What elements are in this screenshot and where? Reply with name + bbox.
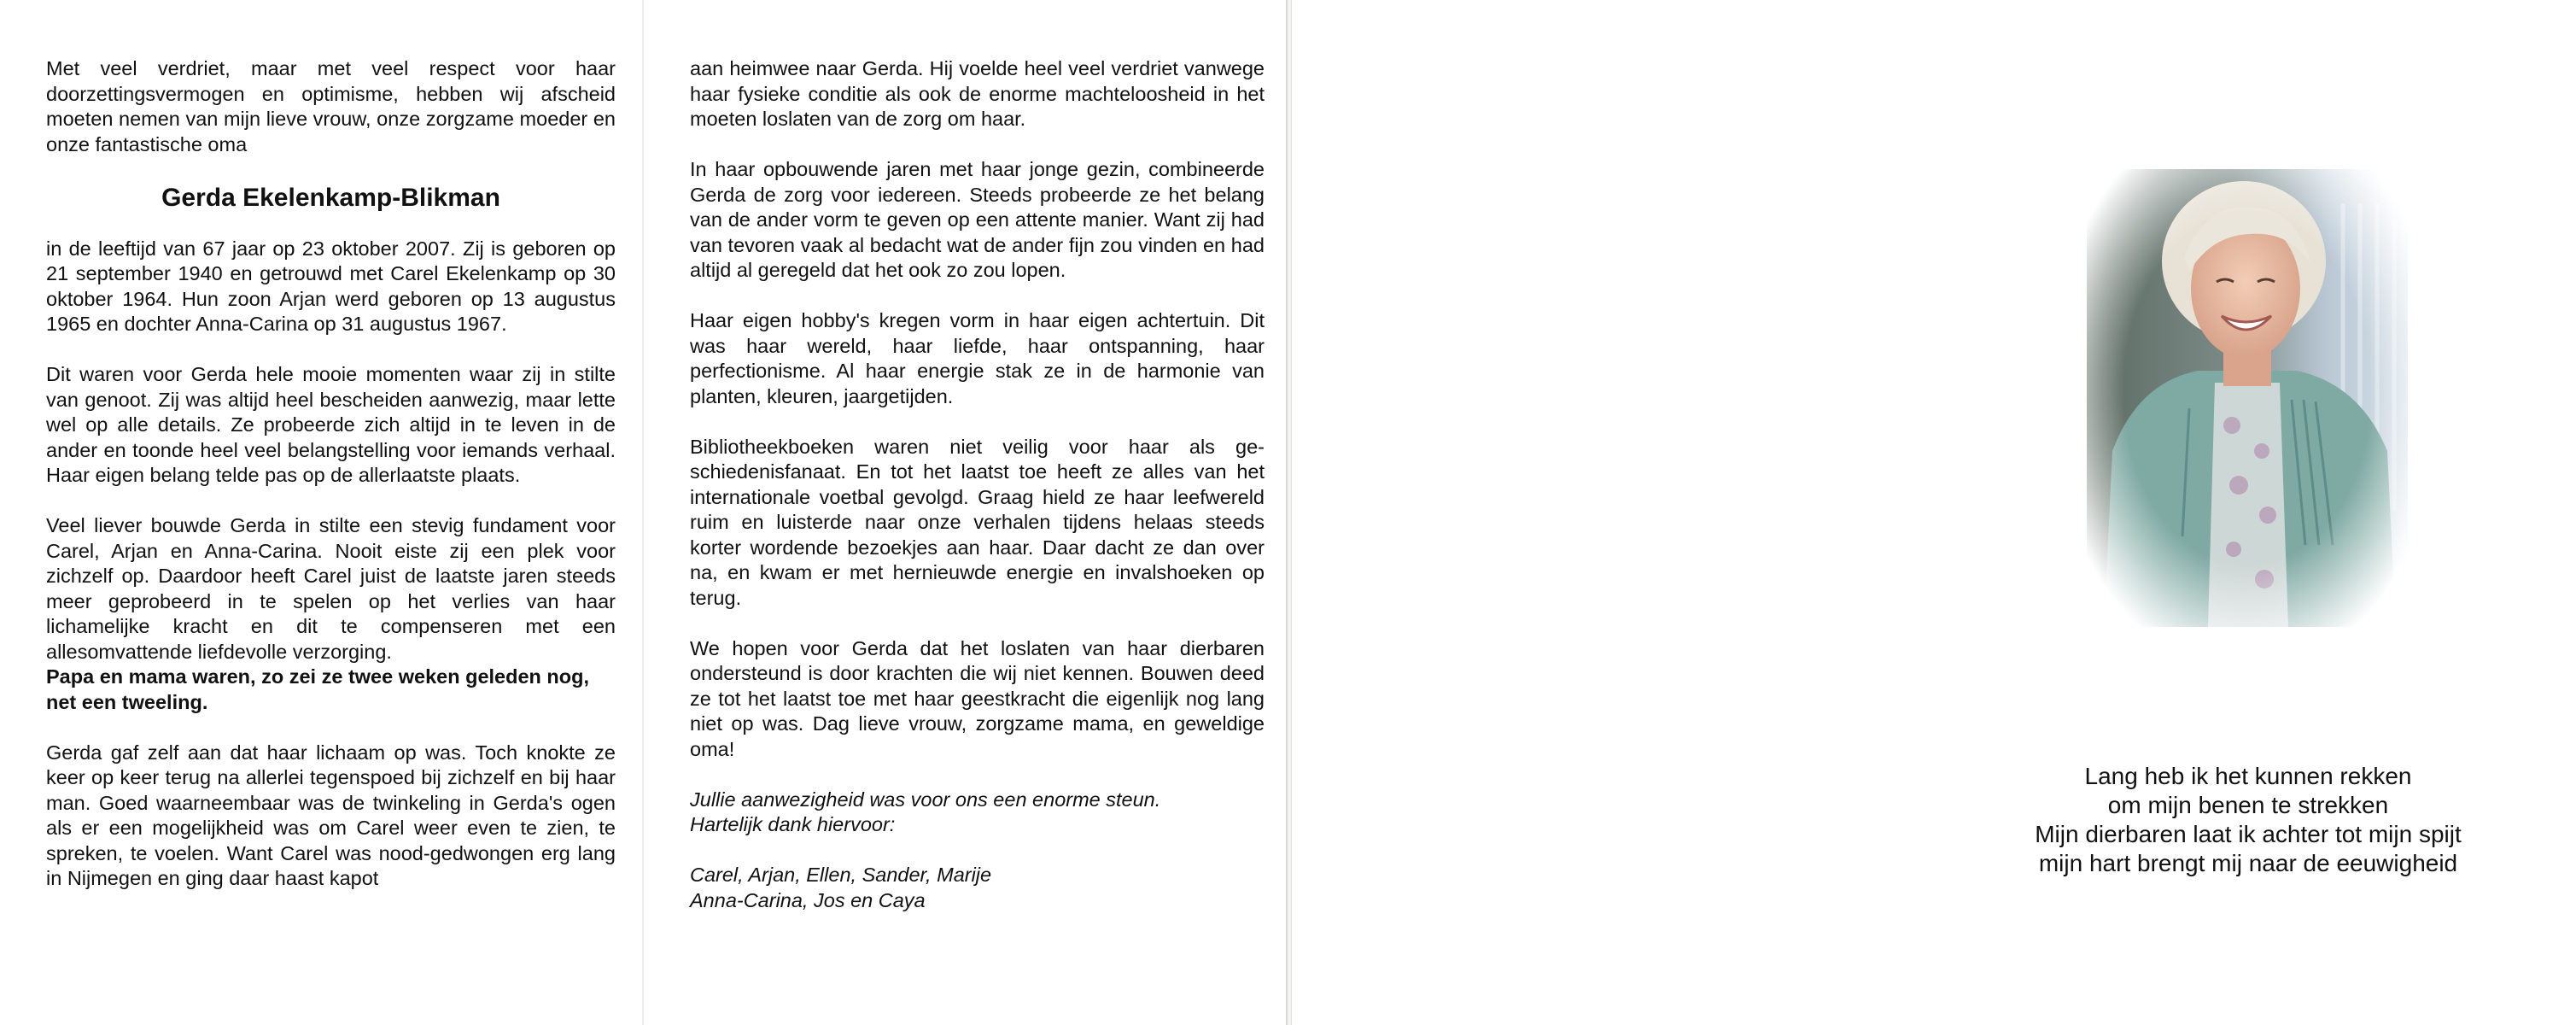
paragraph-farewell: We hopen voor Gerda dat het loslaten van haar dierbaren ondersteund is door krachten die wij niet kennen. Bouwen deed ze tot het laatst toe met haar geestkracht die eigenlijk nog lang niet op was. Dag lieve vrouw, zorgzame mama, en geweldige oma! [690,636,1265,760]
paragraph-hobbies: Haar eigen hobby's kregen vorm in haar eigen achtertuin. Dit was haar wereld, haar liefde, haar ontspanning, haar perfectionisme. Al haar energie stak ze in de harmonie van planten, kleuren, jaargetijden. [690,309,1265,407]
poem-line-3: Mijn dierbaren laat ik achter tot mijn spijt [2035,821,2462,847]
paragraph-body-worn: Gerda gaf zelf aan dat haar lichaam op was. Toch knokte ze keer op keer terug na allerlei tegenspoed bij zichzelf en bij haar man. Goed waarneembaar was de twinkeling in Gerda's ogen als er een mogelijkheid was om Carel weer even te zien, te spreken, te voelen. Want Carel was nood-gedwongen erg lang in Nijmegen en ging daar haast kapot [46,741,616,889]
paragraph-modesty: Dit waren voor Gerda hele mooie momenten waar zij in stilte van genoot. Zij was altijd heel bescheiden aanwezig, maar lette wel op alle details. Ze probeerde zich altijd in te leven in de ander en toonde heel veel belangstelling voor iemands verhaal. Haar eigen belang telde pas op de allerlaatste plaats. [46,363,616,486]
thanks-line-1: Jullie aanwezigheid was voor ons een enorme steun. [690,788,1161,811]
paragraph-homesick: aan heimwee naar Gerda. Hij voelde heel veel verdriet vanwege haar fysieke conditie als ook de enorme machteloosheid in het moeten loslaten van de zorg om haar. [690,57,1265,130]
thanks-line-2: Hartelijk dank hiervoor: [690,813,896,835]
paragraph-books-football: Bibliotheekboeken waren niet veilig voor haar als ge-schiedenisfanaat. En tot het laatst toe heeft ze alles van het internationale voetbal gevolgd. Graag hield ze haar leefwereld ruim en luisterde naar onze verhalen tijdens helaas steeds korter wordende bezoekjes aan haar. Daar dacht ze dan over na, en kwam er met hernieuwde energie en invalshoeken op terug. [690,435,1265,609]
signature-line-2: Anna-Carina, Jos en Caya [690,888,926,911]
text-column-left [46,56,616,917]
deceased-name-heading: Gerda Ekelenkamp-Blikman [161,183,500,212]
intro-paragraph: Met veel verdriet, maar met veel respect voor haar doorzettingsvermogen en optimisme, hebben wij afscheid moeten nemen van mijn lieve vrouw, onze zorgzame moeder en onze fantastische oma [46,57,616,155]
paragraph-foundation: Veel liever bouwde Gerda in stilte een stevig fundament voor Carel, Arjan en Anna-Carina. Nooit eiste zij een plek voor zichzelf op. Daardoor heeft Carel juist de laatste jaren steeds meer geprobeerd in te spelen op het verlies van haar lichamelijke kracht en dit te compenseren met een allesomvattende liefdevolle verzorging. [46,514,616,663]
paragraph-biography: in de leeftijd van 67 jaar op 23 oktober 2007. Zij is geboren op 21 september 1940 en getrouwd met Carel Ekelenkamp op 30 oktober 1964. Hun zoon Arjan werd geboren op 13 augustus 1965 en dochter Anna-Carina op 31 augustus 1967. [46,237,616,335]
portrait-photo [2087,169,2408,627]
center-fold [642,0,644,1025]
signature-line-1: Carel, Arjan, Ellen, Sander, Marije [690,864,992,886]
poem-line-4: mijn hart brengt mij naar de eeuwigheid [2038,850,2458,876]
poem-line-1: Lang heb ik het kunnen rekken [2084,763,2412,789]
paragraph-family-care: In haar opbouwende jaren met haar jonge gezin, combineerde Gerda de zorg voor iedereen. Steeds probeerde ze het belang van de ander vorm te geven op een attente manier. Want zij had van tevoren vaak al bedacht wat de ander fijn zou vinden en had altijd al geregeld dat het ook zo zou lopen. [690,158,1265,281]
poem-line-2: om mijn benen te strekken [2107,792,2389,818]
poem [1949,762,2547,878]
card-front-page [1291,0,2576,1025]
paragraph-twins-quote: Papa en mama waren, zo zei ze twee weken geleden nog, net een tweeling. [46,665,590,713]
text-column-right [690,56,1265,913]
